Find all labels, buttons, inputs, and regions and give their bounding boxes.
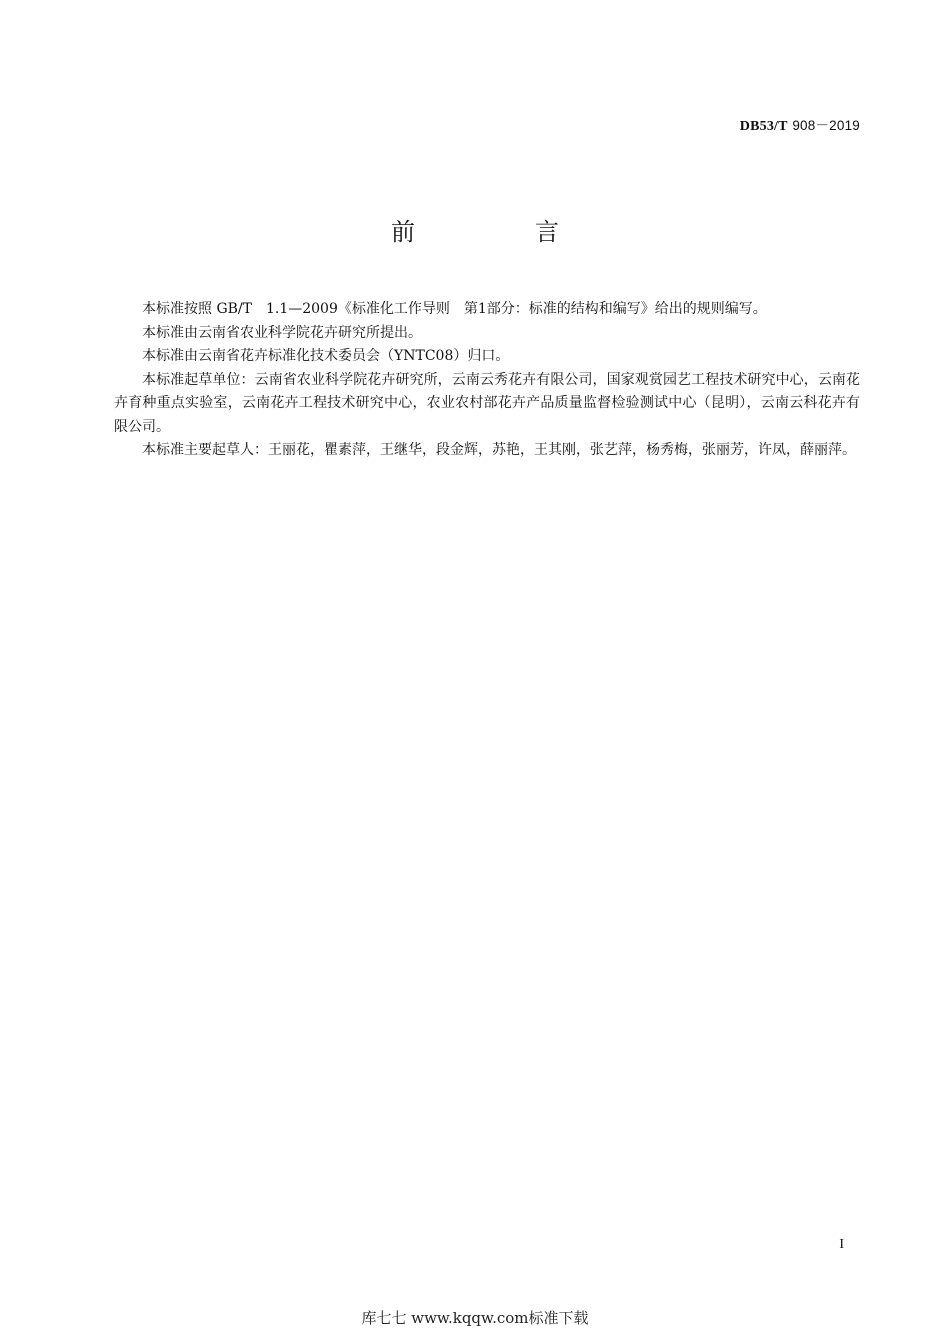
page-number: I [839,1237,844,1252]
paragraph-drafters: 本标准主要起草人：王丽花，瞿素萍，王继华，段金辉，苏艳，王其刚，张艺萍，杨秀梅，张丽芳，许凤，薛丽萍。 [142,442,856,458]
paragraph-drafting-units: 本标准起草单位：云南省农业科学院花卉研究所，云南云秀花卉有限公司，国家观赏园艺工程技术研究中心，云南花卉育种重点实验室，云南花卉工程技术研究中心，农业农村部花卉产品质量监督检验测试中心（昆明），云南云科花卉有限公司。 [114,371,860,435]
standard-code-header [740,114,860,135]
foreword-body [114,298,860,463]
paragraph-drafting-rules: 本标准按照 GB/T 1.1—2009《标准化工作导则 第1部分：标准的结构和编写》给出的规则编写。 [142,301,767,317]
standard-number: 908－2019 [792,118,860,133]
paragraph-administrator: 本标准由云南省花卉标准化技术委员会（YNTC08）归口。 [142,348,510,364]
paragraph-proposer: 本标准由云南省农业科学院花卉研究所提出。 [142,324,422,341]
footer-watermark: 库七七 www.kqqw.com标准下载 [361,1309,589,1327]
standard-prefix: DB53/T [739,119,788,134]
page-title: 前 言 [391,218,607,246]
